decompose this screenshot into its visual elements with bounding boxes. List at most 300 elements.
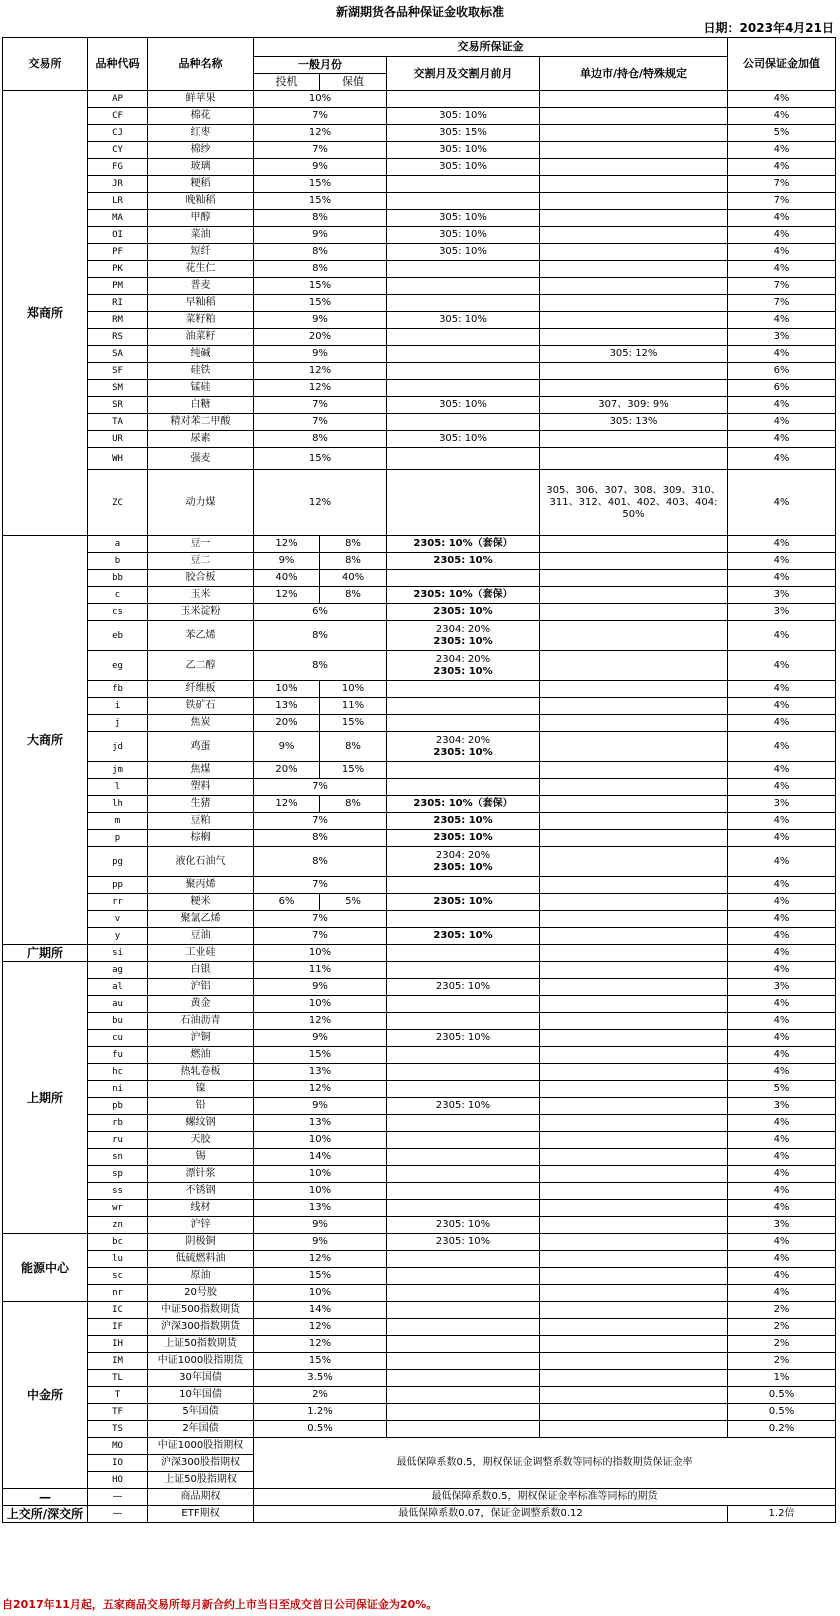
speculation-cell: 12% bbox=[254, 796, 320, 813]
footer-note: 自2017年11月起，五家商品交易所每月新合约上市当日至成交首日公司保证金为20%。 bbox=[2, 1598, 438, 1611]
delivery-cell: 305: 10% bbox=[387, 210, 540, 227]
delivery-cell bbox=[387, 1064, 540, 1081]
code-cell: RM bbox=[88, 312, 148, 329]
delivery-cell bbox=[387, 698, 540, 715]
name-cell: 玻璃 bbox=[148, 159, 254, 176]
name-cell: 普麦 bbox=[148, 278, 254, 295]
name-cell: 沪铝 bbox=[148, 979, 254, 996]
code-cell: MO bbox=[88, 1438, 148, 1455]
speculation-cell: 13% bbox=[254, 1115, 387, 1132]
special-cell bbox=[540, 295, 728, 312]
table-row bbox=[3, 945, 836, 962]
special-cell bbox=[540, 996, 728, 1013]
special-cell bbox=[540, 1251, 728, 1268]
special-cell bbox=[540, 1234, 728, 1251]
company-add-cell: 3% bbox=[728, 796, 836, 813]
speculation-cell: 7% bbox=[254, 877, 387, 894]
speculation-cell: 2% bbox=[254, 1387, 387, 1404]
special-cell bbox=[540, 715, 728, 732]
delivery-cell bbox=[387, 1081, 540, 1098]
code-cell: nr bbox=[88, 1285, 148, 1302]
table-row bbox=[3, 1387, 836, 1404]
delivery-cell bbox=[387, 681, 540, 698]
special-cell: 307、309: 9% bbox=[540, 397, 728, 414]
delivery-cell: 2305: 10%（套保） bbox=[387, 587, 540, 604]
speculation-cell: 8% bbox=[254, 244, 387, 261]
special-cell bbox=[540, 813, 728, 830]
company-add-cell: 4% bbox=[728, 715, 836, 732]
code-cell: sc bbox=[88, 1268, 148, 1285]
table-row bbox=[3, 813, 836, 830]
table-row bbox=[3, 1251, 836, 1268]
header-row-1 bbox=[3, 38, 836, 57]
delivery-cell bbox=[387, 193, 540, 210]
code-cell: IC bbox=[88, 1302, 148, 1319]
table-row bbox=[3, 1183, 836, 1200]
company-add-cell: 4% bbox=[728, 621, 836, 651]
code-cell: ru bbox=[88, 1132, 148, 1149]
table-row bbox=[3, 1438, 836, 1455]
company-add-cell: 4% bbox=[728, 108, 836, 125]
table-row bbox=[3, 604, 836, 621]
exchange-cell: 大商所 bbox=[3, 536, 88, 945]
speculation-cell: 20% bbox=[254, 715, 320, 732]
name-cell: 沪锌 bbox=[148, 1217, 254, 1234]
table-row bbox=[3, 877, 836, 894]
name-cell: 中证500指数期货 bbox=[148, 1302, 254, 1319]
delivery-cell: 2305: 10% bbox=[387, 604, 540, 621]
name-cell: 短纤 bbox=[148, 244, 254, 261]
name-cell: 液化石油气 bbox=[148, 847, 254, 877]
delivery-cell bbox=[387, 1132, 540, 1149]
table-row bbox=[3, 108, 836, 125]
table-row bbox=[3, 1421, 836, 1438]
speculation-cell: 15% bbox=[254, 1047, 387, 1064]
table-row bbox=[3, 1285, 836, 1302]
special-cell bbox=[540, 227, 728, 244]
speculation-cell: 7% bbox=[254, 142, 387, 159]
company-add-cell: 4% bbox=[728, 142, 836, 159]
special-cell bbox=[540, 1115, 728, 1132]
special-cell bbox=[540, 1132, 728, 1149]
special-cell bbox=[540, 536, 728, 553]
name-cell: 漂针浆 bbox=[148, 1166, 254, 1183]
code-cell: j bbox=[88, 715, 148, 732]
code-cell: CJ bbox=[88, 125, 148, 142]
special-cell bbox=[540, 587, 728, 604]
delivery-cell bbox=[387, 1370, 540, 1387]
company-add-cell: 4% bbox=[728, 928, 836, 945]
speculation-cell: 15% bbox=[254, 193, 387, 210]
code-cell: lu bbox=[88, 1251, 148, 1268]
code-cell: c bbox=[88, 587, 148, 604]
delivery-cell bbox=[387, 363, 540, 380]
speculation-cell: 12% bbox=[254, 380, 387, 397]
table-row bbox=[3, 587, 836, 604]
speculation-cell: 8% bbox=[254, 431, 387, 448]
company-add-cell: 7% bbox=[728, 278, 836, 295]
company-add-cell: 4% bbox=[728, 1234, 836, 1251]
name-cell: 豆粕 bbox=[148, 813, 254, 830]
delivery-cell bbox=[387, 470, 540, 536]
exchange-cell: 上交所/深交所 bbox=[3, 1506, 88, 1523]
delivery-cell bbox=[387, 962, 540, 979]
code-cell: zn bbox=[88, 1217, 148, 1234]
delivery-cell bbox=[387, 1336, 540, 1353]
code-cell: si bbox=[88, 945, 148, 962]
name-cell: 商品期权 bbox=[148, 1489, 254, 1506]
name-cell: 苯乙烯 bbox=[148, 621, 254, 651]
table-row bbox=[3, 278, 836, 295]
code-cell: PK bbox=[88, 261, 148, 278]
speculation-cell: 12% bbox=[254, 363, 387, 380]
delivery-cell: 305: 10% bbox=[387, 108, 540, 125]
delivery-cell bbox=[387, 380, 540, 397]
delivery-line-2: 2305: 10% bbox=[433, 861, 493, 873]
code-cell: PM bbox=[88, 278, 148, 295]
delivery-cell bbox=[387, 329, 540, 346]
speculation-cell: 15% bbox=[254, 1353, 387, 1370]
delivery-cell bbox=[387, 1302, 540, 1319]
name-cell: 工业硅 bbox=[148, 945, 254, 962]
table-row bbox=[3, 1081, 836, 1098]
special-cell bbox=[540, 1047, 728, 1064]
table-row bbox=[3, 1353, 836, 1370]
special-cell bbox=[540, 125, 728, 142]
code-cell: wr bbox=[88, 1200, 148, 1217]
table-row bbox=[3, 1336, 836, 1353]
table-row bbox=[3, 312, 836, 329]
name-cell: 动力煤 bbox=[148, 470, 254, 536]
name-cell: 硅铁 bbox=[148, 363, 254, 380]
table-row bbox=[3, 570, 836, 587]
delivery-cell bbox=[387, 91, 540, 108]
special-cell bbox=[540, 448, 728, 470]
code-cell: rb bbox=[88, 1115, 148, 1132]
company-add-cell: 0.5% bbox=[728, 1387, 836, 1404]
code-cell: b bbox=[88, 553, 148, 570]
table-row bbox=[3, 911, 836, 928]
delivery-cell bbox=[387, 414, 540, 431]
name-cell: 原油 bbox=[148, 1268, 254, 1285]
delivery-cell bbox=[387, 779, 540, 796]
name-cell: 5年国债 bbox=[148, 1404, 254, 1421]
special-cell bbox=[540, 142, 728, 159]
code-cell: TS bbox=[88, 1421, 148, 1438]
table-row bbox=[3, 448, 836, 470]
table-row bbox=[3, 414, 836, 431]
code-cell: ZC bbox=[88, 470, 148, 536]
code-cell: RS bbox=[88, 329, 148, 346]
special-cell bbox=[540, 1353, 728, 1370]
table-row bbox=[3, 779, 836, 796]
code-cell: IM bbox=[88, 1353, 148, 1370]
margin-table bbox=[2, 37, 836, 1523]
speculation-cell: 9% bbox=[254, 159, 387, 176]
delivery-cell bbox=[387, 651, 540, 681]
name-cell: 上证50股指期权 bbox=[148, 1472, 254, 1489]
code-cell: bc bbox=[88, 1234, 148, 1251]
table-row bbox=[3, 142, 836, 159]
hedge-cell: 8% bbox=[320, 587, 387, 604]
speculation-cell: 8% bbox=[254, 651, 387, 681]
speculation-cell: 8% bbox=[254, 621, 387, 651]
name-cell: 燃油 bbox=[148, 1047, 254, 1064]
special-cell: 305、306、307、308、309、310、311、312、401、402、403、404: 50% bbox=[540, 470, 728, 536]
etf-option-note-cell: 最低保障系数0.07，保证金调整系数0.12 bbox=[254, 1506, 728, 1523]
company-add-cell: 4% bbox=[728, 570, 836, 587]
company-add-cell: 4% bbox=[728, 536, 836, 553]
delivery-cell: 2305: 10% bbox=[387, 553, 540, 570]
special-cell bbox=[540, 1387, 728, 1404]
name-cell: 中证1000股指期货 bbox=[148, 1353, 254, 1370]
hedge-cell: 10% bbox=[320, 681, 387, 698]
code-cell: p bbox=[88, 830, 148, 847]
code-cell: pb bbox=[88, 1098, 148, 1115]
delivery-cell bbox=[387, 1149, 540, 1166]
delivery-cell bbox=[387, 1251, 540, 1268]
company-add-cell: 4% bbox=[728, 894, 836, 911]
special-cell bbox=[540, 176, 728, 193]
delivery-cell bbox=[387, 1013, 540, 1030]
delivery-cell bbox=[387, 732, 540, 762]
code-cell: JR bbox=[88, 176, 148, 193]
speculation-cell: 7% bbox=[254, 928, 387, 945]
header-company-add: 公司保证金加值 bbox=[728, 38, 836, 91]
delivery-cell: 2305: 10%（套保） bbox=[387, 796, 540, 813]
special-cell bbox=[540, 604, 728, 621]
speculation-cell: 12% bbox=[254, 125, 387, 142]
speculation-cell: 10% bbox=[254, 681, 320, 698]
table-row bbox=[3, 796, 836, 813]
delivery-cell: 2305: 10% bbox=[387, 1098, 540, 1115]
delivery-cell: 2305: 10% bbox=[387, 894, 540, 911]
code-cell: au bbox=[88, 996, 148, 1013]
name-cell: 精对苯二甲酸 bbox=[148, 414, 254, 431]
delivery-cell bbox=[387, 176, 540, 193]
code-cell: MA bbox=[88, 210, 148, 227]
code-cell: jd bbox=[88, 732, 148, 762]
table-row bbox=[3, 1115, 836, 1132]
special-cell bbox=[540, 193, 728, 210]
name-cell: 2年国债 bbox=[148, 1421, 254, 1438]
table-row bbox=[3, 553, 836, 570]
code-cell: i bbox=[88, 698, 148, 715]
delivery-cell bbox=[387, 1200, 540, 1217]
hedge-cell: 8% bbox=[320, 796, 387, 813]
header-special: 单边市/持仓/特殊规定 bbox=[540, 57, 728, 91]
special-cell bbox=[540, 732, 728, 762]
company-add-cell: 4% bbox=[728, 681, 836, 698]
table-row bbox=[3, 698, 836, 715]
company-add-cell: 4% bbox=[728, 732, 836, 762]
delivery-line-1: 2304: 20% bbox=[435, 653, 491, 665]
special-cell bbox=[540, 329, 728, 346]
delivery-cell bbox=[387, 1387, 540, 1404]
company-add-cell: 4% bbox=[728, 1183, 836, 1200]
delivery-cell bbox=[387, 1285, 540, 1302]
code-cell: TF bbox=[88, 1404, 148, 1421]
delivery-cell bbox=[387, 1268, 540, 1285]
options-note-cell: 最低保障系数0.5，期权保证金调整系数等同标的指数期货保证金率 bbox=[254, 1438, 836, 1489]
speculation-cell: 7% bbox=[254, 108, 387, 125]
code-cell: FG bbox=[88, 159, 148, 176]
company-add-cell: 3% bbox=[728, 1098, 836, 1115]
speculation-cell: 9% bbox=[254, 979, 387, 996]
special-cell bbox=[540, 830, 728, 847]
speculation-cell: 10% bbox=[254, 1132, 387, 1149]
delivery-cell bbox=[387, 261, 540, 278]
table-row bbox=[3, 295, 836, 312]
special-cell bbox=[540, 945, 728, 962]
code-cell: CF bbox=[88, 108, 148, 125]
speculation-cell: 9% bbox=[254, 1030, 387, 1047]
delivery-cell bbox=[387, 1166, 540, 1183]
delivery-cell bbox=[387, 448, 540, 470]
company-add-cell: 4% bbox=[728, 470, 836, 536]
code-cell: IF bbox=[88, 1319, 148, 1336]
header-code: 品种代码 bbox=[88, 38, 148, 91]
company-add-cell: 4% bbox=[728, 1149, 836, 1166]
table-row bbox=[3, 1370, 836, 1387]
table-row bbox=[3, 681, 836, 698]
special-cell bbox=[540, 911, 728, 928]
company-add-cell: 6% bbox=[728, 363, 836, 380]
speculation-cell: 12% bbox=[254, 470, 387, 536]
code-cell: bu bbox=[88, 1013, 148, 1030]
code-cell: OI bbox=[88, 227, 148, 244]
name-cell: 沪铜 bbox=[148, 1030, 254, 1047]
special-cell bbox=[540, 779, 728, 796]
speculation-cell: 13% bbox=[254, 698, 320, 715]
speculation-cell: 12% bbox=[254, 587, 320, 604]
speculation-cell: 10% bbox=[254, 1183, 387, 1200]
delivery-line-2: 2305: 10% bbox=[433, 635, 493, 647]
delivery-cell bbox=[387, 570, 540, 587]
code-cell: a bbox=[88, 536, 148, 553]
commodity-option-note-cell: 最低保障系数0.5，期权保证金率标准等同标的期货 bbox=[254, 1489, 836, 1506]
delivery-cell: 2305: 10% bbox=[387, 979, 540, 996]
special-cell bbox=[540, 1421, 728, 1438]
company-add-cell: 3% bbox=[728, 979, 836, 996]
delivery-cell: 2305: 10%（套保） bbox=[387, 536, 540, 553]
exchange-cell: — bbox=[3, 1489, 88, 1506]
special-cell bbox=[540, 762, 728, 779]
table-row bbox=[3, 1506, 836, 1523]
table-row bbox=[3, 894, 836, 911]
speculation-cell: 7% bbox=[254, 911, 387, 928]
company-add-cell: 4% bbox=[728, 1030, 836, 1047]
speculation-cell: 7% bbox=[254, 397, 387, 414]
special-cell bbox=[540, 979, 728, 996]
delivery-cell bbox=[387, 621, 540, 651]
special-cell bbox=[540, 108, 728, 125]
special-cell bbox=[540, 894, 728, 911]
speculation-cell: 9% bbox=[254, 1234, 387, 1251]
company-add-cell: 4% bbox=[728, 91, 836, 108]
speculation-cell: 40% bbox=[254, 570, 320, 587]
name-cell: 棉纱 bbox=[148, 142, 254, 159]
speculation-cell: 7% bbox=[254, 779, 387, 796]
code-cell: CY bbox=[88, 142, 148, 159]
table-row bbox=[3, 176, 836, 193]
speculation-cell: 14% bbox=[254, 1149, 387, 1166]
special-cell bbox=[540, 621, 728, 651]
special-cell bbox=[540, 1302, 728, 1319]
delivery-cell: 305: 10% bbox=[387, 142, 540, 159]
company-add-cell: 3% bbox=[728, 604, 836, 621]
name-cell: 豆二 bbox=[148, 553, 254, 570]
company-add-cell: 4% bbox=[728, 1285, 836, 1302]
delivery-cell bbox=[387, 1404, 540, 1421]
special-cell bbox=[540, 159, 728, 176]
header-general-month: 一般月份 bbox=[254, 57, 387, 74]
delivery-cell: 305: 10% bbox=[387, 244, 540, 261]
speculation-cell: 3.5% bbox=[254, 1370, 387, 1387]
table-row bbox=[3, 470, 836, 536]
delivery-cell: 305: 15% bbox=[387, 125, 540, 142]
code-cell: ss bbox=[88, 1183, 148, 1200]
hedge-cell: 8% bbox=[320, 732, 387, 762]
name-cell: 10年国债 bbox=[148, 1387, 254, 1404]
special-cell bbox=[540, 1166, 728, 1183]
delivery-line-2: 2305: 10% bbox=[433, 665, 493, 677]
name-cell: 螺纹钢 bbox=[148, 1115, 254, 1132]
special-cell: 305: 13% bbox=[540, 414, 728, 431]
code-cell: eb bbox=[88, 621, 148, 651]
speculation-cell: 10% bbox=[254, 945, 387, 962]
special-cell: 305: 12% bbox=[540, 346, 728, 363]
delivery-cell bbox=[387, 762, 540, 779]
company-add-cell: 4% bbox=[728, 159, 836, 176]
special-cell bbox=[540, 1336, 728, 1353]
name-cell: 粳稻 bbox=[148, 176, 254, 193]
exchange-cell: 中金所 bbox=[3, 1302, 88, 1489]
company-add-cell: 4% bbox=[728, 1115, 836, 1132]
name-cell: 豆油 bbox=[148, 928, 254, 945]
speculation-cell: 8% bbox=[254, 830, 387, 847]
hedge-cell: 15% bbox=[320, 715, 387, 732]
special-cell bbox=[540, 1370, 728, 1387]
code-cell: lh bbox=[88, 796, 148, 813]
special-cell bbox=[540, 1013, 728, 1030]
company-add-cell: 4% bbox=[728, 346, 836, 363]
name-cell: 白银 bbox=[148, 962, 254, 979]
delivery-line-2: 2305: 10% bbox=[433, 746, 493, 758]
special-cell bbox=[540, 1200, 728, 1217]
table-row bbox=[3, 621, 836, 651]
code-cell: cu bbox=[88, 1030, 148, 1047]
company-add-cell: 4% bbox=[728, 911, 836, 928]
delivery-cell: 2305: 10% bbox=[387, 1217, 540, 1234]
code-cell: hc bbox=[88, 1064, 148, 1081]
company-add-cell: 1.2倍 bbox=[728, 1506, 836, 1523]
code-cell: TA bbox=[88, 414, 148, 431]
special-cell bbox=[540, 847, 728, 877]
delivery-cell bbox=[387, 1421, 540, 1438]
name-cell: 镍 bbox=[148, 1081, 254, 1098]
speculation-cell: 10% bbox=[254, 91, 387, 108]
name-cell: 油菜籽 bbox=[148, 329, 254, 346]
table-row bbox=[3, 928, 836, 945]
name-cell: 上证50指数期货 bbox=[148, 1336, 254, 1353]
company-add-cell: 4% bbox=[728, 261, 836, 278]
speculation-cell: 8% bbox=[254, 210, 387, 227]
company-add-cell: 4% bbox=[728, 1251, 836, 1268]
name-cell: 生猪 bbox=[148, 796, 254, 813]
header-delivery: 交割月及交割月前月 bbox=[387, 57, 540, 91]
table-row bbox=[3, 1200, 836, 1217]
